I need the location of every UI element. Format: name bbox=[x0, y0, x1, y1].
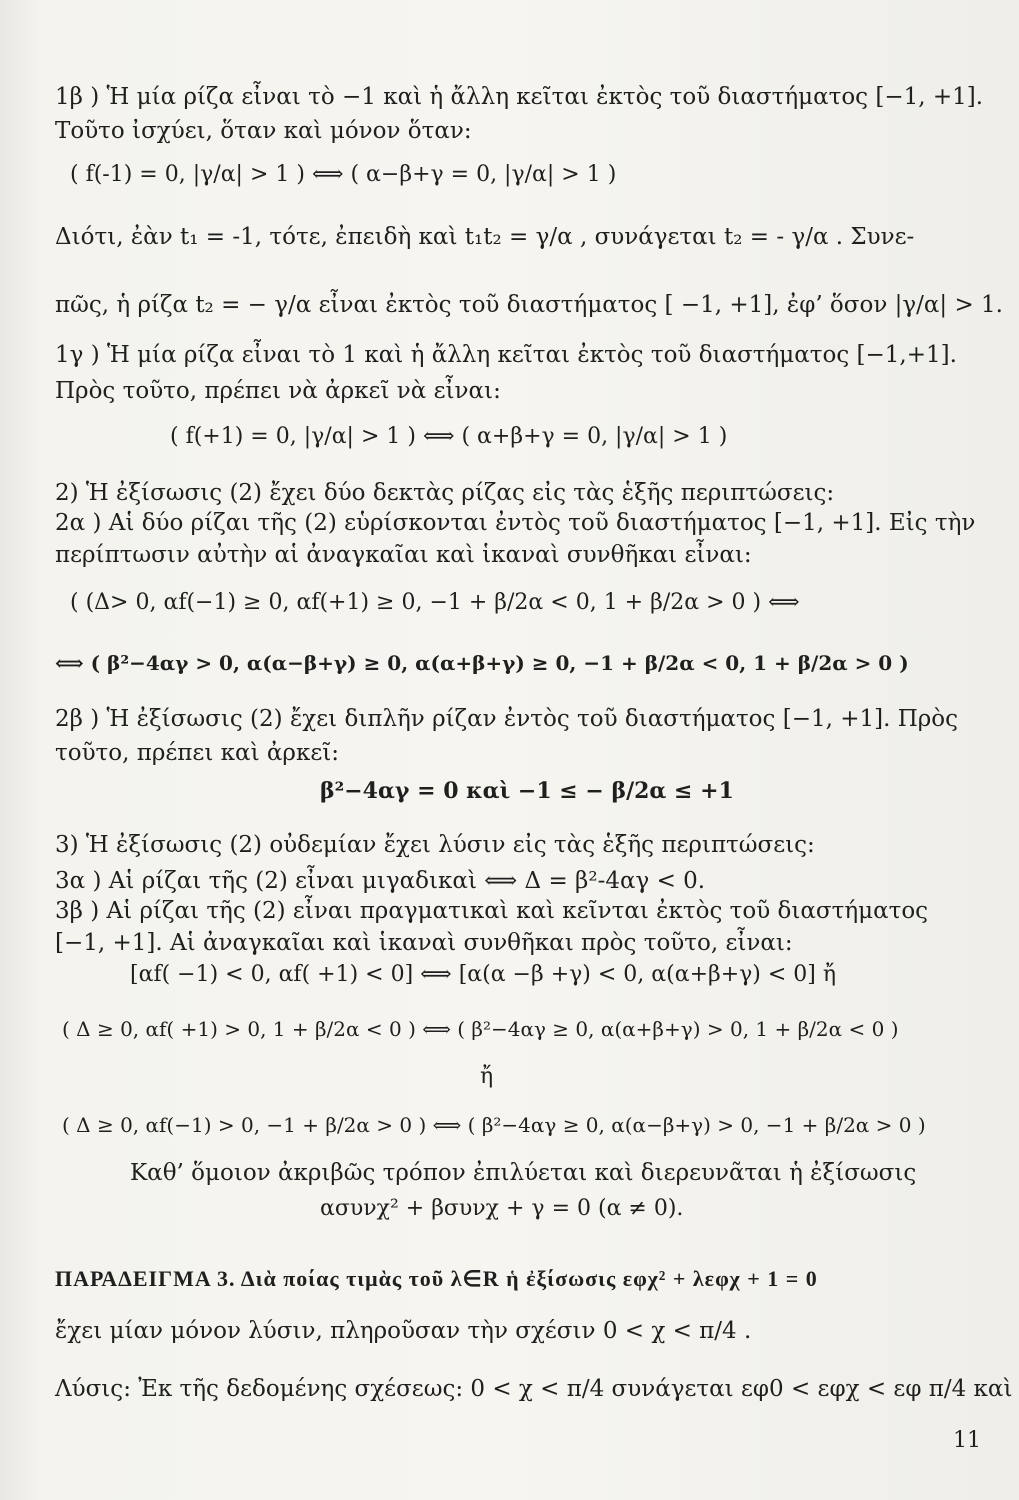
page-number: 11 bbox=[953, 1428, 981, 1453]
case-1b-statement: 1β ) Ἡ μία ρίζα εἶναι τὸ −1 καὶ ἡ ἄλλη κεῖται ἐκτὸς τοῦ διαστήματος [−1, +1]. bbox=[55, 84, 984, 110]
case-1g-statement: 1γ ) Ἡ μία ρίζα εἶναι τὸ 1 καὶ ἡ ἄλλη κεῖται ἐκτὸς τοῦ διαστήματος [−1,+1]. bbox=[55, 342, 957, 368]
case-2a-cont: περίπτωσιν αὐτὴν αἱ ἀναγκαῖαι καὶ ἱκαναὶ συνθῆκαι εἶναι: bbox=[55, 542, 752, 568]
case-2b-formula: β²−4αγ = 0 καὶ −1 ≤ − β/2α ≤ +1 bbox=[320, 778, 734, 804]
case-1g-condition-formula: ( f(+1) = 0, |γ/α| > 1 ) ⟺ ( α+β+γ = 0, |γ/α| > 1 ) bbox=[170, 424, 728, 449]
case-3b-cont: [−1, +1]. Αἱ ἀναγκαῖαι καὶ ἱκαναὶ συνθῆκαι πρὸς τοῦτο, εἶναι: bbox=[55, 930, 793, 956]
case-2a-formula-1: ( (Δ> 0, αf(−1) ≥ 0, αf(+1) ≥ 0, −1 + β/2α < 0, 1 + β/2α > 0 ) ⟺ bbox=[70, 590, 800, 615]
solution-line: Λύσις: Ἐκ τῆς δεδομένης σχέσεως: 0 < χ < π/4 συνάγεται εφ0 < εφχ < εφ π/4 καὶ bbox=[55, 1376, 1013, 1402]
case-3b-statement: 3β ) Αἱ ρίζαι τῆς (2) εἶναι πραγματικαὶ καὶ κεῖνται ἐκτὸς τοῦ διαστήματος bbox=[55, 898, 929, 924]
case-3b-formula-1: [αf( −1) < 0, αf( +1) < 0] ⟺ [α(α −β +γ) < 0, α(α+β+γ) < 0] ἤ bbox=[130, 962, 837, 987]
case-3b-or: ἤ bbox=[480, 1064, 494, 1089]
case-1b-condition-intro: Τοῦτο ἰσχύει, ὅταν καὶ μόνον ὅταν: bbox=[55, 118, 472, 144]
example-3-cont: ἔχει μίαν μόνον λύσιν, πληροῦσαν τὴν σχέσιν 0 < χ < π/4 . bbox=[55, 1318, 752, 1344]
case-2b-cont: τοῦτο, πρέπει καὶ ἀρκεῖ: bbox=[55, 740, 340, 766]
case-3b-formula-2: ( Δ ≥ 0, αf( +1) > 0, 1 + β/2α < 0 ) ⟺ ( β²−4αγ ≥ 0, α(α+β+γ) > 0, 1 + β/2α < 0 ) bbox=[62, 1017, 899, 1041]
case-2-statement: 2) Ἡ ἐξίσωσις (2) ἔχει δύο δεκτὰς ρίζας εἰς τὰς ἑξῆς περιπτώσεις: bbox=[55, 480, 835, 506]
case-3a-statement: 3α ) Αἱ ρίζαι τῆς (2) εἶναι μιγαδικαὶ ⟺ Δ = β²-4αγ < 0. bbox=[55, 868, 706, 894]
case-2b-statement: 2β ) Ἡ ἐξίσωσις (2) ἔχει διπλῆν ρίζαν ἐντὸς τοῦ διαστήματος [−1, +1]. Πρὸς bbox=[55, 706, 959, 732]
case-3b-formula-3: ( Δ ≥ 0, αf(−1) > 0, −1 + β/2α > 0 ) ⟺ ( β²−4αγ ≥ 0, α(α−β+γ) > 0, −1 + β/2α > 0 ) bbox=[62, 1113, 926, 1137]
case-1b-conclusion: πῶς, ἡ ρίζα t₂ = − γ/α εἶναι ἐκτὸς τοῦ διαστήματος [ −1, +1], ἐφ’ ὅσον |γ/α| > 1. bbox=[55, 292, 1003, 318]
similar-method: Καθ’ ὅμοιον ἀκριβῶς τρόπον ἐπιλύεται καὶ διερευνᾶται ἡ ἐξίσωσις bbox=[130, 1160, 917, 1186]
case-1b-reason: Διότι, ἐὰν t₁ = -1, τότε, ἐπειδὴ καὶ t₁t₂ = γ/α , συνάγεται t₂ = - γ/α . Συνε- bbox=[55, 224, 915, 250]
case-3-statement: 3) Ἡ ἐξίσωσις (2) οὐδεμίαν ἔχει λύσιν εἰς τὰς ἑξῆς περιπτώσεις: bbox=[55, 832, 815, 858]
example-3-title: ΠΑΡΑΔΕΙΓΜΑ 3. Διὰ ποίας τιμὰς τοῦ λ∈R ἡ ἐξίσωσις εφχ² + λεφχ + 1 = 0 bbox=[55, 1266, 818, 1291]
case-2a-formula-2: ⟺ ( β²−4αγ > 0, α(α−β+γ) ≥ 0, α(α+β+γ) ≥ 0, −1 + β/2α < 0, 1 + β/2α > 0 ) bbox=[55, 651, 909, 675]
similar-equation: ασυνχ² + βσυνχ + γ = 0 (α ≠ 0). bbox=[320, 1196, 684, 1221]
case-1g-condition-intro: Πρὸς τοῦτο, πρέπει νὰ ἀρκεῖ νὰ εἶναι: bbox=[55, 378, 501, 404]
case-2a-statement: 2α ) Αἱ δύο ρίζαι τῆς (2) εὑρίσκονται ἐντὸς τοῦ διαστήματος [−1, +1]. Εἰς τὴν bbox=[55, 510, 976, 536]
case-1b-condition-formula: ( f(-1) = 0, |γ/α| > 1 ) ⟺ ( α−β+γ = 0, |γ/α| > 1 ) bbox=[70, 162, 617, 187]
